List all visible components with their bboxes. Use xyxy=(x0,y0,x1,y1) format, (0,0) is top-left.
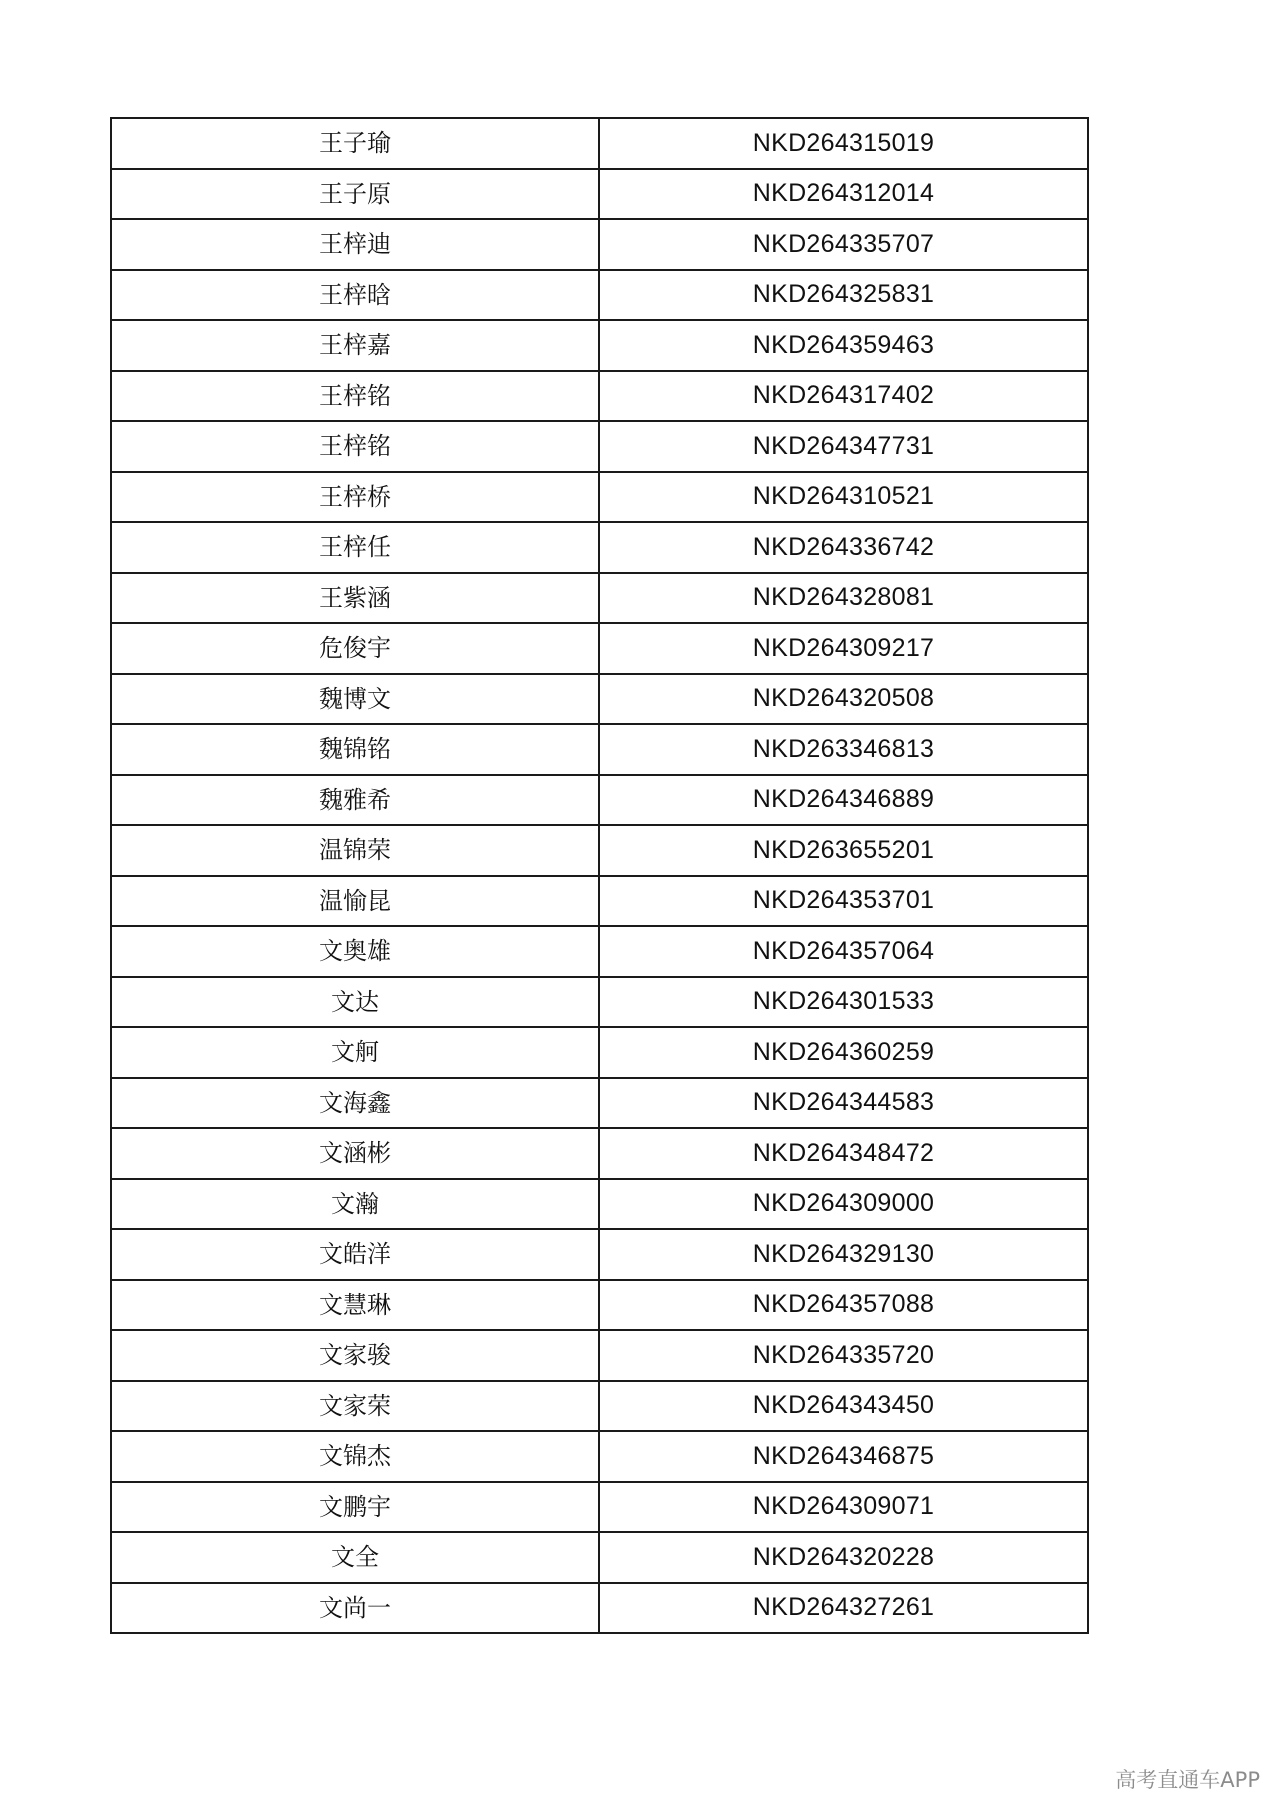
exam-id-cell: NKD264335707 xyxy=(599,219,1088,270)
table-row xyxy=(111,1078,1088,1129)
exam-id-cell: NKD264309071 xyxy=(599,1482,1088,1533)
table-row xyxy=(111,1027,1088,1078)
student-name-cell: 王子原 xyxy=(111,169,599,220)
student-name-cell: 魏锦铭 xyxy=(111,724,599,775)
exam-id-cell: NKD264309000 xyxy=(599,1179,1088,1230)
table-row xyxy=(111,1381,1088,1432)
student-name-cell: 王梓晗 xyxy=(111,270,599,321)
table-row xyxy=(111,169,1088,220)
student-name-cell: 王梓铭 xyxy=(111,371,599,422)
exam-id-cell: NKD264320508 xyxy=(599,674,1088,725)
table-row xyxy=(111,320,1088,371)
student-name-cell: 危俊宇 xyxy=(111,623,599,674)
exam-id-cell: NKD264329130 xyxy=(599,1229,1088,1280)
table-row xyxy=(111,1280,1088,1331)
student-name-cell: 文涵彬 xyxy=(111,1128,599,1179)
exam-id-cell: NKD264360259 xyxy=(599,1027,1088,1078)
table-row xyxy=(111,472,1088,523)
table-row xyxy=(111,421,1088,472)
student-name-cell: 温愉昆 xyxy=(111,876,599,927)
exam-id-cell: NKD264301533 xyxy=(599,977,1088,1028)
document-sheet xyxy=(110,117,1083,1634)
student-name-cell: 文全 xyxy=(111,1532,599,1583)
exam-id-cell: NKD264357088 xyxy=(599,1280,1088,1331)
student-name-cell: 温锦荣 xyxy=(111,825,599,876)
exam-id-cell: NKD264346889 xyxy=(599,775,1088,826)
table-row xyxy=(111,1583,1088,1634)
student-name-cell: 王梓嘉 xyxy=(111,320,599,371)
table-row xyxy=(111,775,1088,826)
student-name-cell: 王梓任 xyxy=(111,522,599,573)
table-row xyxy=(111,674,1088,725)
exam-id-cell: NKD264315019 xyxy=(599,118,1088,169)
roster-table xyxy=(110,117,1089,1634)
exam-id-cell: NKD264325831 xyxy=(599,270,1088,321)
exam-id-cell: NKD264328081 xyxy=(599,573,1088,624)
student-name-cell: 文家荣 xyxy=(111,1381,599,1432)
student-name-cell: 文尚一 xyxy=(111,1583,599,1634)
student-name-cell: 文奥雄 xyxy=(111,926,599,977)
student-name-cell: 王子瑜 xyxy=(111,118,599,169)
exam-id-cell: NKD264348472 xyxy=(599,1128,1088,1179)
exam-id-cell: NKD264310521 xyxy=(599,472,1088,523)
table-row xyxy=(111,573,1088,624)
table-row xyxy=(111,1330,1088,1381)
table-row xyxy=(111,926,1088,977)
student-name-cell: 文锦杰 xyxy=(111,1431,599,1482)
student-name-cell: 文达 xyxy=(111,977,599,1028)
table-row xyxy=(111,876,1088,927)
table-row xyxy=(111,270,1088,321)
exam-id-cell: NKD263655201 xyxy=(599,825,1088,876)
table-row xyxy=(111,1229,1088,1280)
table-row xyxy=(111,1482,1088,1533)
table-row xyxy=(111,724,1088,775)
exam-id-cell: NKD264312014 xyxy=(599,169,1088,220)
exam-id-cell: NKD264344583 xyxy=(599,1078,1088,1129)
student-name-cell: 王梓桥 xyxy=(111,472,599,523)
student-name-cell: 文鹏宇 xyxy=(111,1482,599,1533)
table-row xyxy=(111,1128,1088,1179)
exam-id-cell: NKD264327261 xyxy=(599,1583,1088,1634)
student-name-cell: 文慧琳 xyxy=(111,1280,599,1331)
table-row xyxy=(111,1179,1088,1230)
exam-id-cell: NKD264359463 xyxy=(599,320,1088,371)
student-name-cell: 文家骏 xyxy=(111,1330,599,1381)
watermark: 高考直通车APP xyxy=(1115,1768,1260,1792)
exam-id-cell: NKD264357064 xyxy=(599,926,1088,977)
table-row xyxy=(111,118,1088,169)
table-row xyxy=(111,219,1088,270)
exam-id-cell: NKD264347731 xyxy=(599,421,1088,472)
exam-id-cell: NKD264346875 xyxy=(599,1431,1088,1482)
table-row xyxy=(111,1431,1088,1482)
exam-id-cell: NKD264317402 xyxy=(599,371,1088,422)
student-name-cell: 文海鑫 xyxy=(111,1078,599,1129)
student-name-cell: 王梓铭 xyxy=(111,421,599,472)
exam-id-cell: NKD264336742 xyxy=(599,522,1088,573)
table-row xyxy=(111,371,1088,422)
exam-id-cell: NKD264335720 xyxy=(599,1330,1088,1381)
student-name-cell: 文舸 xyxy=(111,1027,599,1078)
table-row xyxy=(111,623,1088,674)
exam-id-cell: NKD264343450 xyxy=(599,1381,1088,1432)
student-name-cell: 魏博文 xyxy=(111,674,599,725)
student-name-cell: 魏雅希 xyxy=(111,775,599,826)
student-name-cell: 文瀚 xyxy=(111,1179,599,1230)
roster-table-body xyxy=(111,118,1088,1633)
exam-id-cell: NKD264309217 xyxy=(599,623,1088,674)
table-row xyxy=(111,1532,1088,1583)
table-row xyxy=(111,977,1088,1028)
exam-id-cell: NKD264320228 xyxy=(599,1532,1088,1583)
exam-id-cell: NKD264353701 xyxy=(599,876,1088,927)
table-row xyxy=(111,522,1088,573)
student-name-cell: 王梓迪 xyxy=(111,219,599,270)
table-row xyxy=(111,825,1088,876)
student-name-cell: 文皓洋 xyxy=(111,1229,599,1280)
exam-id-cell: NKD263346813 xyxy=(599,724,1088,775)
student-name-cell: 王紫涵 xyxy=(111,573,599,624)
